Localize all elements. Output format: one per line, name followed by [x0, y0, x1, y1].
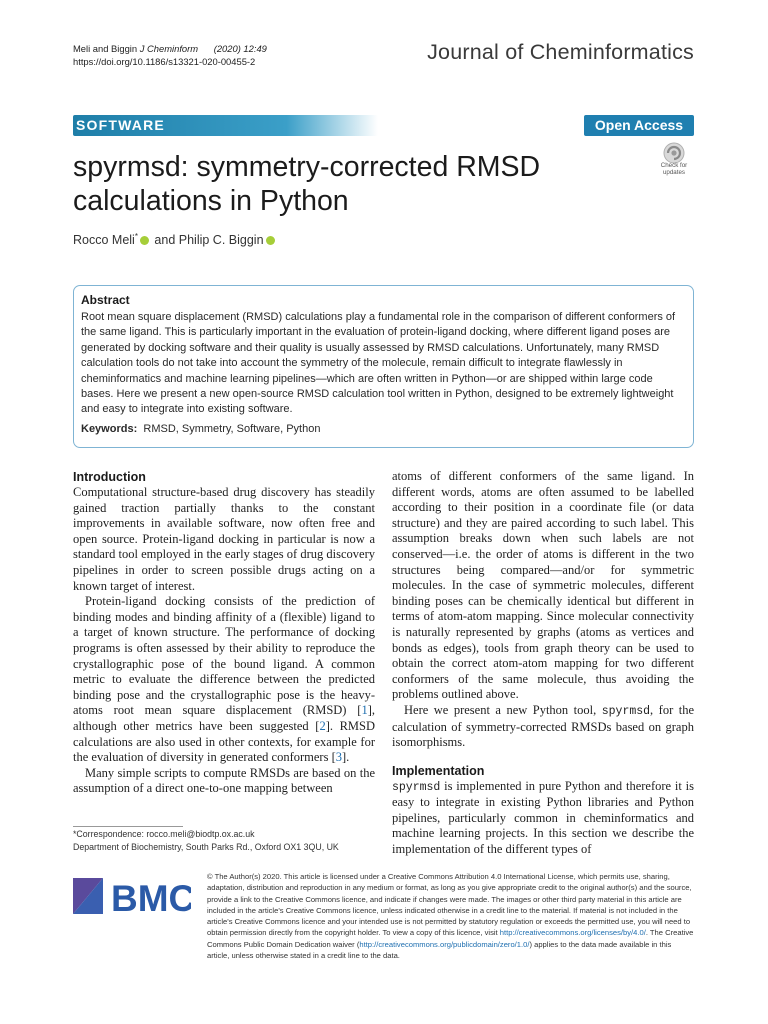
paragraph: Many simple scripts to compute RMSDs are based on the assumption of a direct one-to-one mapping between — [73, 765, 375, 796]
introduction-heading: Introduction — [73, 470, 146, 484]
abstract-text: Root mean square displacement (RMSD) calculations play a fundamental role in the comparison of different conformers of the same ligand. This is particularly important in the evaluation of protein-ligand docking, where different ligand poses are generated by docking software and their quality is usually assessed by RMSD calculations. Unfortunately, many RMSD calculation tools do not take into account the symmetry of the molecule, remain difficult to integrate flawlessly in cheminformatics and machine learning pipelines—which are often written in Python—or are shipped within large code bases. Here we present a new open-source RMSD calculation tool written in Python, designed to be extremely lightweight and easy to integrate into existing software. — [81, 311, 676, 416]
check-for-updates-badge[interactable] — [654, 142, 694, 182]
correspondence: *Correspondence: rocco.meli@biodtp.ox.ac.uk — [73, 829, 255, 839]
author-name[interactable]: Rocco Meli — [73, 233, 135, 248]
citation-year: (2020) 12:49 — [213, 43, 267, 54]
orcid-icon[interactable] — [266, 236, 275, 245]
keywords: RMSD, Symmetry, Software, Python — [143, 422, 321, 435]
journal-name: Journal of Cheminformatics — [427, 40, 694, 64]
implementation-heading: Implementation — [392, 763, 485, 778]
license-text: © The Author(s) 2020. This article is licensed under a Creative Commons Attribution 4.0 International License, which permits use, sharing, adaptation, distribution and reproduction in any medium or format, as long as you give appropriate credit to the original author(s) and the source, provide a link to the Creative Commons licence, and indicate if changes were made. The images or other third party material in this article are included in the article's Creative Commons licence, unless indicated otherwise in a credit line to the material. If material is not included in the article's Creative Commons licence and your intended use is not permitted by statutory regulation or exceeds the permitted use, you will need to obtain permission directly from the copyright holder. To view a copy of this licence, visit http://creativecommons.org/licenses/by/4.0/. The Creative Commons Public Domain Dedication waiver (http://creativecommons.org/publicdomain/zero/1.0/) applies to the data made available in this article, unless otherwise stated in a credit line to the data. — [207, 872, 694, 961]
corresponding-mark: * — [134, 232, 138, 241]
paragraph: spyrmsd is implemented in pure Python and therefore it is easy to integrate in existing Python libraries and Python pipelines, particularly common in cheminformatics and machine learning projects. In this section we describe the implementation of the different types of — [392, 778, 694, 857]
badge-line2: updates — [662, 169, 686, 176]
section-banner — [73, 115, 694, 136]
left-column — [73, 469, 375, 797]
abstract-box — [73, 285, 694, 448]
bmc-logo — [73, 872, 191, 920]
footnote-divider — [73, 826, 183, 827]
paragraph: atoms of different conformers of the same ligand. In different words, atoms are often assumed to be labelled according to their position in a coordinate file (or data structure) and they are paired according to such label. This assumption breaks down when such labels are not conserved—i.e. the order of atoms is different in the two structures being compared—and/or for symmetric molecules. In the case of symmetric molecules, different binding poses can be chemically identical but different in terms of atom-atom mapping. Since molecular connectivity is naturally represented by graphs (atoms as vertices and bonds as edges), tools from graph theory can be used to obtain the correct atom-atom mapping for two different conformers of the same molecule, thus avoiding the problems outlined above. — [392, 469, 694, 702]
badge-line1: Check for — [660, 162, 688, 169]
keywords-line — [81, 422, 687, 437]
doi-link[interactable]: https://doi.org/10.1186/s13321-020-00455-2 — [73, 56, 256, 67]
logo-text: BMC — [111, 878, 191, 919]
keywords-label: Keywords: — [81, 422, 138, 435]
abstract-heading: Abstract — [81, 293, 130, 307]
orcid-icon[interactable] — [140, 236, 149, 245]
section-label: SOFTWARE — [73, 115, 378, 136]
open-access-badge: Open Access — [584, 115, 694, 136]
waiver-link[interactable]: http://creativecommons.org/publicdomain/zero/1.0/ — [359, 939, 530, 949]
check-for-updates-icon — [654, 142, 694, 164]
citation-link[interactable]: 3 — [335, 750, 343, 765]
affiliation: Department of Biochemistry, South Parks Rd., Oxford OX1 3QU, UK — [73, 841, 339, 852]
author-conj[interactable]: and Philip C. Biggin — [150, 233, 264, 248]
paragraph: Here we present a new Python tool, spyrmsd, for the calculation of symmetry-corrected RMSDs based on graph isomorphisms. — [392, 702, 694, 750]
license-link[interactable]: http://creativecommons.org/licenses/by/4.0/ — [499, 928, 646, 938]
author-list — [73, 232, 277, 247]
paragraph: Protein-ligand docking consists of the prediction of binding modes and binding affinity of a (flexible) ligand to a target of known structure. The performance of docking programs is often assessed by their ability to reproduce the crystallographic pose of the bound ligand. A common metric to evaluate the difference between the predicted binding pose and the crystallographic pose is the heavy-atoms root mean square displacement (RMSD) [1], although other metrics have been suggested [2]. RMSD calculations are also used in other contexts, for example for the evaluation of diversity in generated conformers [3]. — [73, 594, 375, 765]
paragraph: Computational structure-based drug discovery has steadily gained traction partially thanks to the constant improvements in available software, now often free and open source. Protein-ligand docking in particular is now a standard tool employed in the early stages of drug discovery pipelines in order to screen possible drugs acting on a known target of interest. — [73, 485, 375, 593]
citation-authors: Meli and Biggin — [73, 43, 138, 54]
right-column — [392, 469, 694, 858]
citation-link[interactable]: 1 — [361, 703, 368, 718]
code-span: spyrmsd — [601, 704, 651, 718]
footnote — [73, 828, 378, 853]
citation-header — [73, 42, 267, 68]
bmc-logo-icon — [73, 872, 191, 920]
citation-journal: J Cheminform — [139, 43, 199, 54]
article-title: spyrmsd: symmetry-corrected RMSD calculations in Python — [73, 151, 541, 217]
citation-link[interactable]: 2 — [319, 718, 326, 733]
code-span: spyrmsd — [392, 780, 441, 794]
